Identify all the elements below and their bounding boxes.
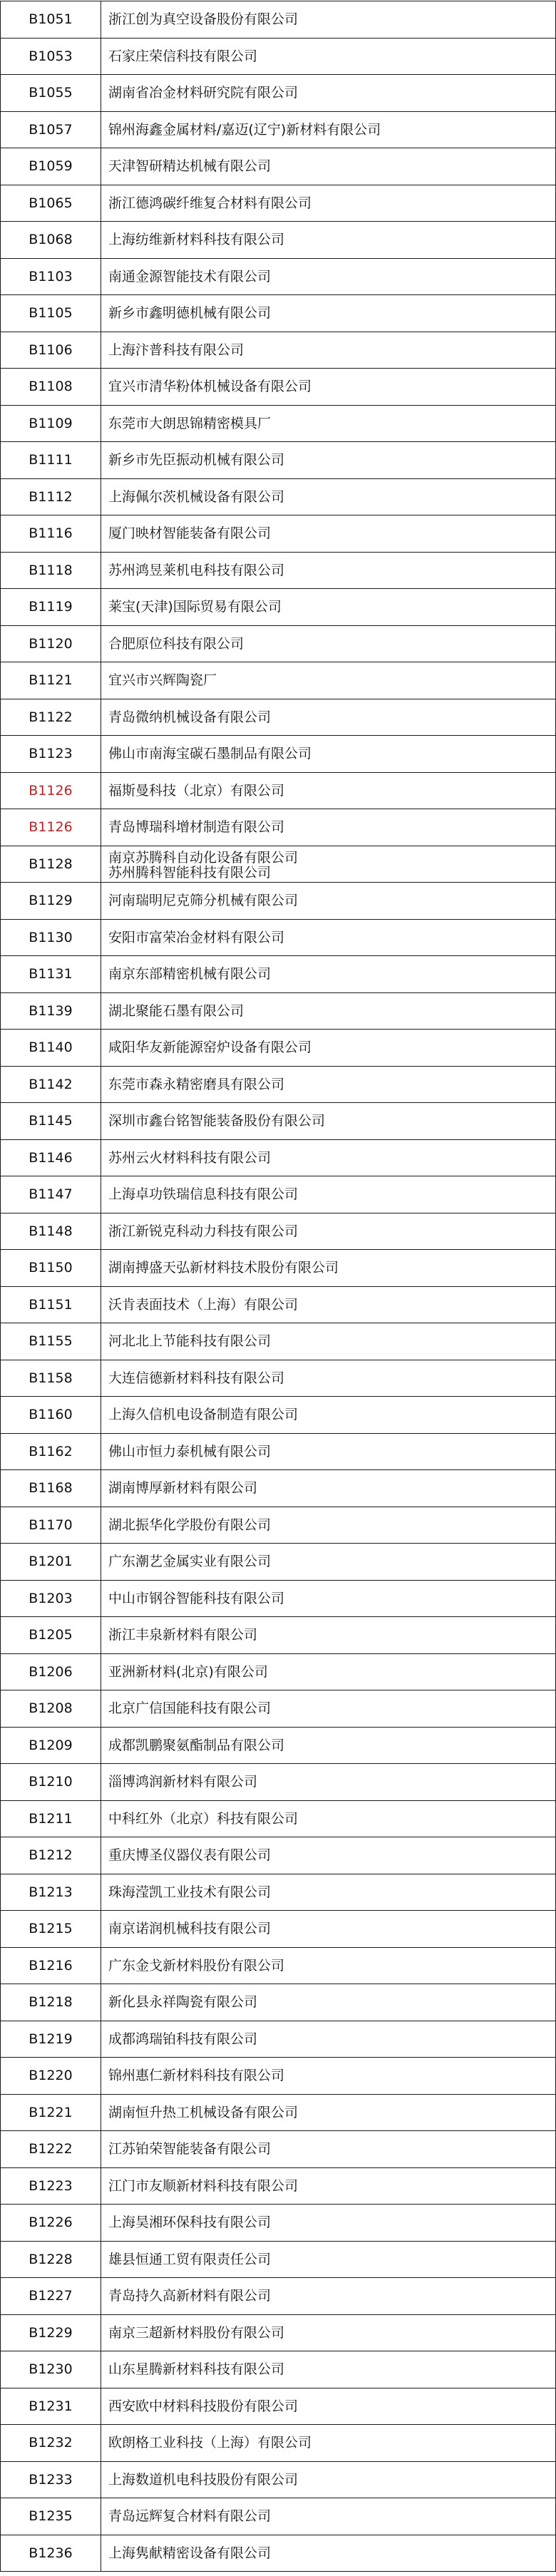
table-row: [1, 589, 556, 626]
booth-code-cell: B1208: [1, 1690, 101, 1728]
table-row: [1, 2278, 556, 2315]
company-name-cell: 上海佩尔茨机械设备有限公司: [101, 478, 556, 515]
table-row: [1, 1690, 556, 1728]
company-name-cell: 上海汴普科技有限公司: [101, 332, 556, 369]
table-row: [1, 2058, 556, 2095]
company-name-cell: 中科红外（北京）科技有限公司: [101, 1800, 556, 1837]
booth-code-cell: B1155: [1, 1323, 101, 1360]
booth-code-cell: B1168: [1, 1470, 101, 1507]
table-row: [1, 809, 556, 846]
table-row: [1, 2167, 556, 2205]
table-row: [1, 38, 556, 75]
booth-code-cell: B1222: [1, 2131, 101, 2168]
company-name-cell: 南京三超新材料股份有限公司: [101, 2314, 556, 2351]
table-row: [1, 699, 556, 736]
company-name-cell: 重庆博圣仪器仪表有限公司: [101, 1837, 556, 1874]
booth-code-cell: B1139: [1, 992, 101, 1030]
company-name-cell: 湖南省冶金材料研究院有限公司: [101, 75, 556, 112]
booth-code-cell: B1122: [1, 699, 101, 736]
table-row: [1, 1653, 556, 1690]
table-row: [1, 1580, 556, 1617]
company-name-cell: 湖南恒升热工机械设备有限公司: [101, 2094, 556, 2131]
company-name-cell: 新乡市鑫明德机械有限公司: [101, 295, 556, 332]
company-name-cell: 上海久信机电设备制造有限公司: [101, 1397, 556, 1434]
table-row: [1, 478, 556, 515]
table-row: [1, 625, 556, 662]
table-row: [1, 1800, 556, 1837]
company-name-cell: 青岛持久高新材料有限公司: [101, 2278, 556, 2315]
table-row: [1, 1837, 556, 1874]
booth-code-cell: B1215: [1, 1911, 101, 1948]
booth-code-cell: B1151: [1, 1286, 101, 1323]
booth-code-cell: B1220: [1, 2058, 101, 2095]
exhibitor-table: [0, 1, 556, 2572]
booth-code-cell: B1201: [1, 1544, 101, 1581]
booth-code-cell: B1147: [1, 1176, 101, 1213]
booth-code-cell: B1109: [1, 405, 101, 442]
booth-code-cell: B1226: [1, 2205, 101, 2242]
booth-code-cell: B1170: [1, 1507, 101, 1544]
table-row: [1, 1, 556, 39]
table-row: [1, 846, 556, 883]
booth-code-cell: B1211: [1, 1800, 101, 1837]
company-name-cell: 咸阳华友新能源窑炉设备有限公司: [101, 1030, 556, 1067]
table-row: [1, 1213, 556, 1250]
booth-code-cell: B1218: [1, 1984, 101, 2021]
booth-code-cell: B1235: [1, 2498, 101, 2535]
company-name-cell: 沃肯表面技术（上海）有限公司: [101, 1286, 556, 1323]
company-name-cell: 湖南搏盛天弘新材料技术股份有限公司: [101, 1250, 556, 1287]
booth-code-cell: B1213: [1, 1874, 101, 1911]
company-name-cell: 合肥原位科技有限公司: [101, 625, 556, 662]
table-row: [1, 111, 556, 148]
table-row: [1, 1139, 556, 1176]
booth-code-cell: B1126: [1, 809, 101, 846]
booth-code-cell: B1145: [1, 1103, 101, 1140]
table-row: [1, 1727, 556, 1764]
booth-code-cell: B1221: [1, 2094, 101, 2131]
table-row: [1, 2021, 556, 2058]
company-name-cell: 浙江德鸿碳纤维复合材料有限公司: [101, 185, 556, 222]
booth-code-cell: B1105: [1, 295, 101, 332]
table-row: [1, 2388, 556, 2425]
table-row: [1, 2131, 556, 2168]
booth-code-cell: B1057: [1, 111, 101, 148]
exhibitor-table-body: [1, 1, 556, 2572]
company-name-cell: 江苏铂荣智能装备有限公司: [101, 2131, 556, 2168]
table-row: [1, 2535, 556, 2572]
company-name-cell: 新乡市先臣振动机械有限公司: [101, 442, 556, 479]
company-name-cell: 石家庄荣信科技有限公司: [101, 38, 556, 75]
company-name-cell: 湖北聚能石墨有限公司: [101, 992, 556, 1030]
table-row: [1, 992, 556, 1030]
booth-code-cell: B1205: [1, 1617, 101, 1654]
company-name-cell: 上海昊湘环保科技有限公司: [101, 2205, 556, 2242]
company-name-cell: 成都鸿瑞铂科技有限公司: [101, 2021, 556, 2058]
table-row: [1, 1323, 556, 1360]
table-row: [1, 295, 556, 332]
booth-code-cell: B1236: [1, 2535, 101, 2572]
booth-code-cell: B1229: [1, 2314, 101, 2351]
booth-code-cell: B1112: [1, 478, 101, 515]
table-row: [1, 956, 556, 993]
company-name-cell: 南京东部精密机械有限公司: [101, 956, 556, 993]
booth-code-cell: B1128: [1, 846, 101, 883]
booth-code-cell: B1210: [1, 1764, 101, 1801]
table-row: [1, 2314, 556, 2351]
company-name-cell: 福斯曼科技（北京）有限公司: [101, 772, 556, 809]
company-name-cell: 东莞市森永精密磨具有限公司: [101, 1066, 556, 1103]
table-row: [1, 258, 556, 295]
table-row: [1, 552, 556, 589]
company-name-cell: 河南瑞明尼克筛分机械有限公司: [101, 883, 556, 920]
table-row: [1, 883, 556, 920]
table-row: [1, 1470, 556, 1507]
booth-code-cell: B1209: [1, 1727, 101, 1764]
company-name-cell: 南京苏腾科自动化设备有限公司 苏州腾科智能科技有限公司: [101, 846, 556, 883]
company-name-cell: 新化县永祥陶瓷有限公司: [101, 1984, 556, 2021]
booth-code-cell: B1130: [1, 919, 101, 956]
table-row: [1, 1360, 556, 1397]
booth-code-cell: B1068: [1, 222, 101, 259]
booth-code-cell: B1123: [1, 736, 101, 773]
company-name-cell: 成都凯鹏聚氨酯制品有限公司: [101, 1727, 556, 1764]
booth-code-cell: B1203: [1, 1580, 101, 1617]
company-name-cell: 江门市友顺新材料科技有限公司: [101, 2167, 556, 2205]
booth-code-cell: B1055: [1, 75, 101, 112]
table-row: [1, 1176, 556, 1213]
table-row: [1, 1030, 556, 1067]
company-name-cell: 佛山市恒力泰机械有限公司: [101, 1433, 556, 1470]
table-row: [1, 1911, 556, 1948]
booth-code-cell: B1121: [1, 662, 101, 699]
company-name-cell: 东莞市大朗思锦精密模具厂: [101, 405, 556, 442]
company-name-cell: 西安欧中材料科技股份有限公司: [101, 2388, 556, 2425]
booth-code-cell: B1230: [1, 2351, 101, 2388]
booth-code-cell: B1142: [1, 1066, 101, 1103]
company-name-cell: 锦州海鑫金属材料/嘉迈(辽宁)新材料有限公司: [101, 111, 556, 148]
table-row: [1, 772, 556, 809]
table-row: [1, 148, 556, 185]
company-name-cell: 山东星腾新材料科技有限公司: [101, 2351, 556, 2388]
company-name-cell: 淄博鸿润新材料有限公司: [101, 1764, 556, 1801]
booth-code-cell: B1120: [1, 625, 101, 662]
company-name-cell: 上海纺维新材料科技有限公司: [101, 222, 556, 259]
company-name-cell: 浙江新锐克科动力科技有限公司: [101, 1213, 556, 1250]
company-name-cell: 中山市钢谷智能科技有限公司: [101, 1580, 556, 1617]
company-name-cell: 亚洲新材料(北京)有限公司: [101, 1653, 556, 1690]
booth-code-cell: B1103: [1, 258, 101, 295]
booth-code-cell: B1233: [1, 2461, 101, 2498]
booth-code-cell: B1219: [1, 2021, 101, 2058]
booth-code-cell: B1146: [1, 1139, 101, 1176]
table-row: [1, 1250, 556, 1287]
company-name-cell: 苏州云火材料科技有限公司: [101, 1139, 556, 1176]
table-row: [1, 75, 556, 112]
company-name-cell: 青岛远辉复合材料有限公司: [101, 2498, 556, 2535]
company-name-cell: 宜兴市兴辉陶瓷厂: [101, 662, 556, 699]
booth-code-cell: B1129: [1, 883, 101, 920]
table-row: [1, 1103, 556, 1140]
booth-code-cell: B1119: [1, 589, 101, 626]
table-row: [1, 515, 556, 553]
booth-code-cell: B1150: [1, 1250, 101, 1287]
booth-code-cell: B1140: [1, 1030, 101, 1067]
table-row: [1, 1286, 556, 1323]
booth-code-cell: B1216: [1, 1947, 101, 1984]
company-name-cell: 苏州鸿昱莱机电科技有限公司: [101, 552, 556, 589]
company-name-cell: 宜兴市清华粉体机械设备有限公司: [101, 369, 556, 406]
company-name-cell: 青岛博瑞科增材制造有限公司: [101, 809, 556, 846]
table-row: [1, 2425, 556, 2462]
table-row: [1, 1764, 556, 1801]
table-row: [1, 332, 556, 369]
table-row: [1, 2241, 556, 2278]
table-row: [1, 222, 556, 259]
booth-code-cell: B1158: [1, 1360, 101, 1397]
table-row: [1, 1874, 556, 1911]
company-name-cell: 锦州惠仁新材料科技有限公司: [101, 2058, 556, 2095]
company-name-cell: 南京诺润机械科技有限公司: [101, 1911, 556, 1948]
company-name-cell: 天津智研精达机械有限公司: [101, 148, 556, 185]
company-name-cell: 厦门映材智能装备有限公司: [101, 515, 556, 553]
company-name-cell: 北京广信国能科技有限公司: [101, 1690, 556, 1728]
table-row: [1, 2094, 556, 2131]
booth-code-cell: B1116: [1, 515, 101, 553]
booth-code-cell: B1059: [1, 148, 101, 185]
table-row: [1, 2205, 556, 2242]
company-name-cell: 大连信德新材料科技有限公司: [101, 1360, 556, 1397]
booth-code-cell: B1227: [1, 2278, 101, 2315]
company-name-cell: 佛山市南海宝碳石墨制品有限公司: [101, 736, 556, 773]
booth-code-cell: B1231: [1, 2388, 101, 2425]
table-row: [1, 2351, 556, 2388]
company-name-cell: 上海卓功铁瑞信息科技有限公司: [101, 1176, 556, 1213]
company-name-cell: 广东潮艺金属实业有限公司: [101, 1544, 556, 1581]
table-row: [1, 662, 556, 699]
booth-code-cell: B1111: [1, 442, 101, 479]
table-row: [1, 919, 556, 956]
table-row: [1, 1984, 556, 2021]
company-name-cell: 浙江丰泉新材料有限公司: [101, 1617, 556, 1654]
table-row: [1, 442, 556, 479]
booth-code-cell: B1212: [1, 1837, 101, 1874]
booth-code-cell: B1126: [1, 772, 101, 809]
table-row: [1, 1397, 556, 1434]
table-row: [1, 1947, 556, 1984]
booth-code-cell: B1148: [1, 1213, 101, 1250]
booth-code-cell: B1131: [1, 956, 101, 993]
table-row: [1, 405, 556, 442]
table-row: [1, 1433, 556, 1470]
company-name-cell: 浙江创为真空设备股份有限公司: [101, 1, 556, 39]
booth-code-cell: B1106: [1, 332, 101, 369]
company-name-cell: 深圳市鑫台铭智能装备股份有限公司: [101, 1103, 556, 1140]
booth-code-cell: B1232: [1, 2425, 101, 2462]
company-name-cell: 雄县恒通工贸有限责任公司: [101, 2241, 556, 2278]
company-name-cell: 广东金戈新材料股份有限公司: [101, 1947, 556, 1984]
company-name-cell: 青岛微纳机械设备有限公司: [101, 699, 556, 736]
booth-code-cell: B1223: [1, 2167, 101, 2205]
table-row: [1, 369, 556, 406]
booth-code-cell: B1065: [1, 185, 101, 222]
booth-code-cell: B1051: [1, 1, 101, 39]
company-name-cell: 莱宝(天津)国际贸易有限公司: [101, 589, 556, 626]
company-name-cell: 欧朗格工业科技（上海）有限公司: [101, 2425, 556, 2462]
booth-code-cell: B1206: [1, 1653, 101, 1690]
table-row: [1, 1507, 556, 1544]
table-row: [1, 185, 556, 222]
company-name-cell: 珠海滢凯工业技术有限公司: [101, 1874, 556, 1911]
company-name-cell: 南通金源智能技术有限公司: [101, 258, 556, 295]
booth-code-cell: B1160: [1, 1397, 101, 1434]
company-name-cell: 安阳市富荣冶金材料有限公司: [101, 919, 556, 956]
table-row: [1, 2461, 556, 2498]
table-row: [1, 1544, 556, 1581]
table-row: [1, 736, 556, 773]
table-row: [1, 1066, 556, 1103]
booth-code-cell: B1108: [1, 369, 101, 406]
table-row: [1, 2498, 556, 2535]
company-name-cell: 湖北振华化学股份有限公司: [101, 1507, 556, 1544]
company-name-cell: 上海数道机电科技股份有限公司: [101, 2461, 556, 2498]
booth-code-cell: B1162: [1, 1433, 101, 1470]
company-name-cell: 河北北上节能科技有限公司: [101, 1323, 556, 1360]
company-name-cell: 湖南博厚新材料有限公司: [101, 1470, 556, 1507]
company-name-cell: 上海隽献精密设备有限公司: [101, 2535, 556, 2572]
booth-code-cell: B1053: [1, 38, 101, 75]
booth-code-cell: B1118: [1, 552, 101, 589]
booth-code-cell: B1228: [1, 2241, 101, 2278]
table-row: [1, 1617, 556, 1654]
